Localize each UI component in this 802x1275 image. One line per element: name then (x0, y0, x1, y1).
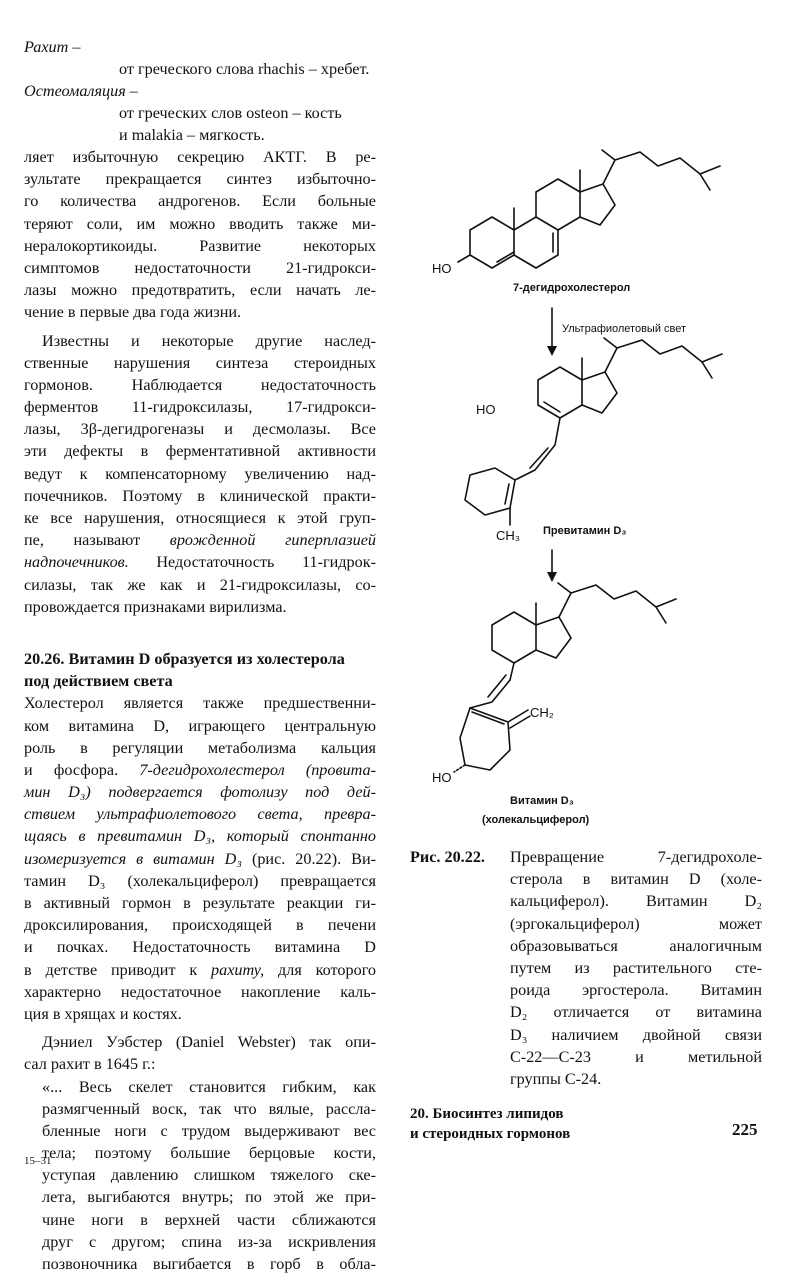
left-column (24, 146, 376, 1275)
glossary-definition-osteomalacia-1: от греческих слов osteon – кость (24, 102, 424, 124)
text-line: ферментов 11-гидроксилазы, 17-гидрокси- (24, 396, 376, 418)
heading-line: 20.26. Витамин D образуется из холестерола (24, 648, 376, 670)
hydroxyl-bond (454, 765, 465, 772)
text-line: позвоночника выгибается в горб в обла- (42, 1253, 376, 1275)
text-line: друг с другом; спина из-за искривления (42, 1231, 376, 1253)
text-line: ляет избыточную секрецию АКТГ. В ре- (24, 146, 376, 168)
side-chain-branch (602, 150, 615, 160)
text-line: теряют соли, им можно вводить также ми- (24, 213, 376, 235)
text-line: ственные нарушения синтеза стероидных (24, 352, 376, 374)
side-chain-branch (700, 174, 710, 190)
text-line: характерно недостаточное накопление каль- (24, 981, 376, 1003)
glossary-definition-rickets: от греческого слова rhachis – хребет. (24, 58, 424, 80)
exocyclic-bond (510, 663, 514, 680)
text-line: провождается признаками вирилизма. (24, 596, 376, 618)
paragraph-4 (24, 1031, 376, 1075)
text-line: тамин D₃ (холекальциферол) превращается (24, 870, 376, 892)
caption-line: стерола в витамин D (холе- (510, 868, 762, 890)
ho-label: HO (432, 770, 452, 785)
ring-d (582, 372, 617, 413)
text-line: симптомов недостаточности 21-гидрокси- (24, 257, 376, 279)
ring-d (536, 617, 571, 658)
glossary-term-rickets: Рахит – (24, 36, 424, 58)
ring-d (580, 184, 615, 225)
ring-c (536, 179, 580, 230)
text-line: мин D₃) подвергается фотолизу под дей- (24, 781, 376, 803)
ring-c (538, 367, 582, 418)
reaction-figure (410, 130, 740, 830)
side-chain-branch (656, 607, 666, 623)
emphasis: 7-дегидрохолестерол (провита- (139, 761, 376, 779)
side-chain-branch (604, 338, 617, 348)
section-heading (24, 648, 376, 692)
text-line: тела; поэтому большие берцовые кости, (42, 1142, 376, 1164)
chapter-title-line-2: и стероидных гормонов (410, 1124, 570, 1144)
chapter-title-line-1: 20. Биосинтез липидов (410, 1104, 570, 1124)
triene-chain (515, 418, 560, 480)
text-line: го количества андрогенов. Если больные (24, 190, 376, 212)
text-fragment: Недостаточность 11-гидрок- (156, 553, 376, 571)
text-line: щаясь в превитамин D₃, который спонтанно (24, 825, 376, 847)
text-line: чение в первые два года жизни. (24, 301, 376, 323)
text-line: бленные ноги с трудом выдерживают вес (42, 1120, 376, 1142)
ring-b (514, 217, 558, 268)
text-line: ком витамина D, играющего центральную (24, 715, 376, 737)
methylene-bond (508, 710, 528, 722)
glossary (24, 36, 424, 146)
text-line (24, 529, 376, 551)
text-fragment: для которого (278, 961, 376, 979)
text-fragment: в детстве приводит к (24, 961, 197, 979)
emphasis: изомеризуется в витамин D₃ (24, 850, 242, 868)
paragraph-2 (24, 330, 376, 618)
text-line (24, 759, 376, 781)
text-line: лета, выгибаются внутрь; по этой же при- (42, 1186, 376, 1208)
molecule-3-label-1: Витамин D₃ (510, 795, 574, 807)
text-fragment: и фосфора. (24, 761, 118, 779)
caption-line: кальциферол). Витамин D₂ (510, 890, 762, 912)
side-chain-branch (702, 362, 712, 378)
text-line: ведут к компенсаторному увеличению над- (24, 463, 376, 485)
text-fragment: пе, называют (24, 531, 140, 549)
molecule-7-dehydrocholesterol (432, 150, 720, 294)
caption-line: путем из растительного сте- (510, 957, 762, 979)
signature-mark: 15–31 (24, 1155, 52, 1167)
caption-line: C-22—C-23 и метильной (510, 1046, 762, 1068)
caption-label: Рис. 20.22. (410, 846, 485, 868)
glossary-definition-osteomalacia-2: и malakia – мягкость. (24, 124, 424, 146)
text-line: ке все нарушения, относящиеся к этой груп- (24, 507, 376, 529)
text-fragment: (рис. 20.22). Ви- (252, 850, 376, 868)
page-number: 225 (732, 1120, 758, 1140)
chapter-footer (410, 1104, 570, 1144)
double-bond (505, 484, 509, 504)
text-line: нералокортикоиды. Развитие некоторых (24, 235, 376, 257)
glossary-term-osteomalacia: Остеомаляция – (24, 80, 424, 102)
emphasis: надпочечников. (24, 553, 129, 571)
text-line: лазы можно предотвратить, если начать ле- (24, 279, 376, 301)
caption-text (510, 846, 762, 1090)
figure-caption (410, 846, 762, 1090)
text-line: Холестерол является также предшественни- (24, 692, 376, 714)
text-line: эти дефекты в ферментативной активности (24, 440, 376, 462)
text-line: зультате прекращается синтез избыточно- (24, 168, 376, 190)
side-chain-branch (558, 583, 571, 593)
text-line: «... Весь скелет становится гибким, как (42, 1076, 376, 1098)
molecule-previtamin-d3 (465, 338, 722, 543)
text-line (24, 959, 376, 981)
caption-line: группы C-24. (510, 1068, 762, 1090)
ho-label: HO (432, 261, 452, 276)
text-line: почечников. Поэтому в клинической практи- (24, 485, 376, 507)
caption-line: D₃ наличием двойной связи (510, 1024, 762, 1046)
text-line: ция в хрящах и костях. (24, 1003, 376, 1025)
text-line: Известны и некоторые другие наслед- (24, 330, 376, 352)
caption-line: образовываться аналогичным (510, 935, 762, 957)
text-line: в активный гормон в результате реакции ги- (24, 892, 376, 914)
quote (24, 1076, 376, 1275)
hydroxyl-bond (458, 255, 470, 262)
text-line: и почках. Недостаточность витамина D (24, 936, 376, 958)
paragraph-3 (24, 692, 376, 1025)
text-line: гормонов. Наблюдается недостаточность (24, 374, 376, 396)
text-line: сал рахит в 1645 г.: (24, 1053, 376, 1075)
caption-line: Превращение 7-дегидрохоле- (510, 846, 762, 868)
text-line (24, 848, 376, 870)
text-line (24, 551, 376, 573)
emphasis: рахиту, (211, 961, 264, 979)
paragraph-1 (24, 146, 376, 324)
caption-line: роида эргостерола. Витамин (510, 979, 762, 1001)
heading-line: под действием света (24, 670, 376, 692)
ring-a (470, 217, 514, 268)
ring-c (492, 612, 536, 663)
molecule-2-label: Превитамин D₃ (543, 525, 626, 537)
molecule-vitamin-d3 (432, 583, 676, 826)
text-line: чине ноги в верхней части сближаются (42, 1209, 376, 1231)
text-line: размягченный воск, так что вялые, рассла- (42, 1098, 376, 1120)
arrow-isomerization (547, 550, 557, 582)
ch3-label: CH₃ (496, 528, 520, 543)
molecule-1-label: 7-дегидрохолестерол (513, 282, 630, 294)
ho-label: HO (476, 402, 496, 417)
text-line: силазы, так же как и 21-гидроксилазы, со- (24, 574, 376, 596)
text-line: уступая давлению слишком тяжелого ске- (42, 1164, 376, 1186)
emphasis: врожденной гиперплазией (170, 531, 376, 549)
text-line: роль в регуляции метаболизма кальция (24, 737, 376, 759)
caption-line: D₂ отличается от витамина (510, 1001, 762, 1023)
double-bond (488, 675, 506, 697)
arrow-label: Ультрафиолетовый свет (562, 323, 686, 335)
methylene-bond (510, 716, 530, 728)
caption-line: (эргокальциферол) может (510, 913, 762, 935)
text-line: Дэниел Уэбстер (Daniel Webster) так опи- (24, 1031, 376, 1053)
ch2-label: CH₂ (530, 705, 554, 720)
molecule-3-label-2: (холекальциферол) (482, 814, 590, 826)
text-line: дроксилирования, происходящей в печени (24, 914, 376, 936)
text-line: лазы, 3β-дегидрогеназы и десмолазы. Все (24, 418, 376, 440)
text-line: ствием ультрафиолетового света, превра- (24, 803, 376, 825)
